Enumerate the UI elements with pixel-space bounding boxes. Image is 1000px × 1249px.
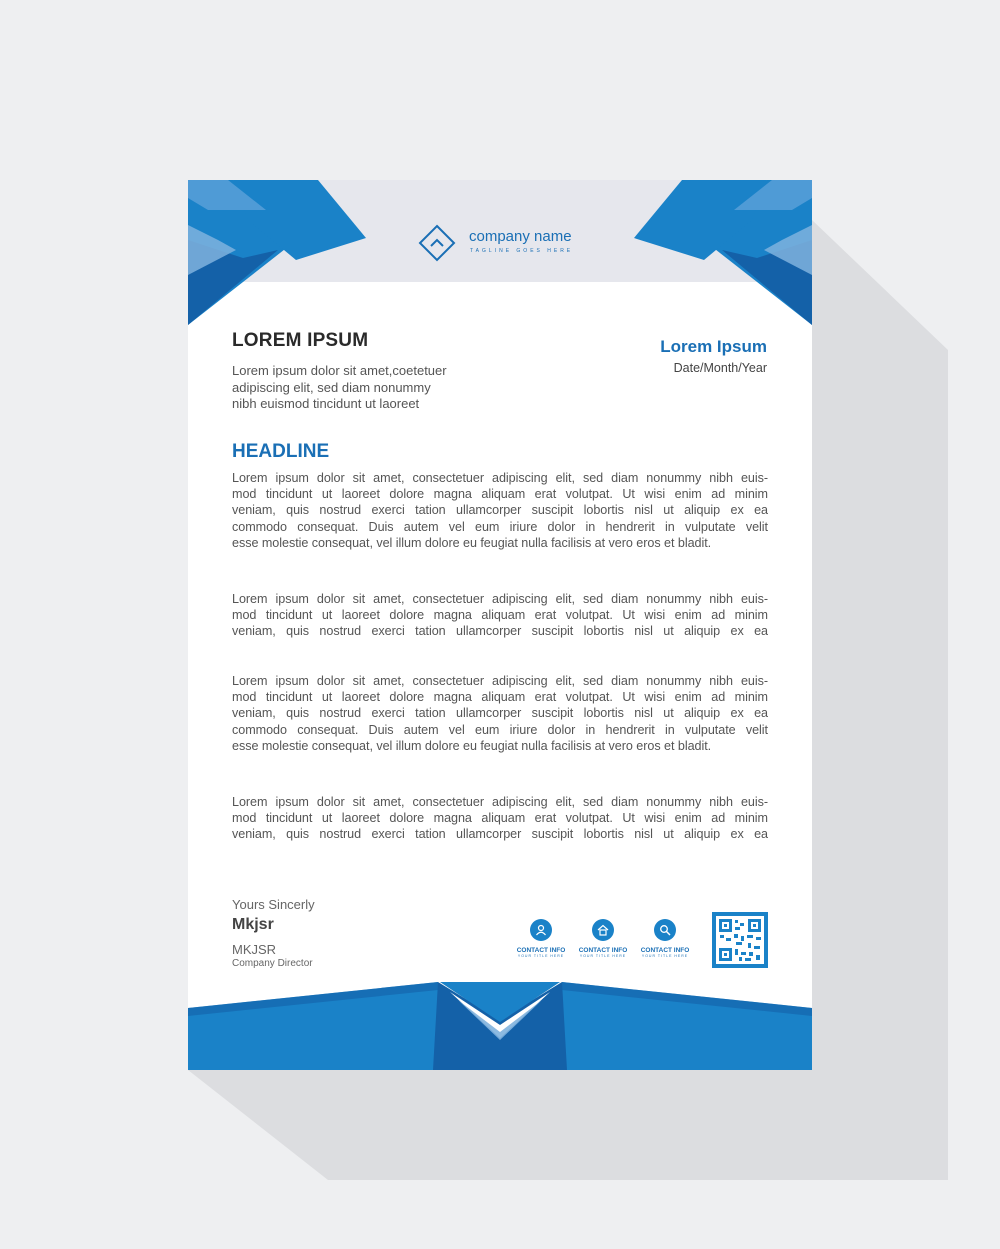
- recipient-address: [232, 363, 482, 413]
- letterhead-sheet: [188, 180, 812, 1070]
- contact-label: CONTACT INFO: [578, 947, 628, 954]
- address-line: nibh euismod tincidunt ut laoreet: [232, 396, 420, 411]
- paragraph-line: esse molestie consequat, vel illum dolore eu feugiat nulla facilisis at vero eros et bladit.: [232, 738, 712, 753]
- signature-greeting: Yours Sincerly: [232, 897, 315, 912]
- paragraph-line: veniam, quis nostrud exerci tation ullamcorper suscipit lobortis nisl ut aliquip ex ea: [232, 827, 768, 842]
- contact-label: CONTACT INFO: [516, 947, 566, 954]
- body-paragraph: [232, 794, 768, 843]
- address-line: Lorem ipsum dolor sit amet,coetetuer: [232, 363, 447, 378]
- contact-item-user: [506, 919, 576, 958]
- paragraph-line: Lorem ipsum dolor sit amet, consectetuer adipiscing elit, sed diam nonummy nibh euis-: [232, 471, 768, 485]
- paragraph-line: mod tincidunt ut laoreet dolore magna aliquam erat volutpat. Ut wisi enim ad minim: [232, 690, 768, 705]
- contact-label: CONTACT INFO: [640, 947, 690, 954]
- company-logo: [417, 224, 587, 258]
- user-icon: [530, 919, 552, 941]
- contact-item-search: [630, 919, 700, 958]
- body-paragraph: [232, 470, 768, 551]
- search-icon: [654, 919, 676, 941]
- body-paragraph: [232, 591, 768, 640]
- contact-item-home: [568, 919, 638, 958]
- paragraph-line: Lorem ipsum dolor sit amet, consectetuer adipiscing elit, sed diam nonummy nibh euis-: [232, 592, 768, 606]
- body-paragraph: [232, 673, 768, 754]
- footer-decoration: [188, 970, 812, 1070]
- contact-sub: YOUR TITLE HERE: [641, 954, 689, 958]
- paragraph-line: mod tincidunt ut laoreet dolore magna aliquam erat volutpat. Ut wisi enim ad minim: [232, 811, 768, 826]
- qr-code-icon: [712, 912, 768, 968]
- contact-sub: YOUR TITLE HERE: [579, 954, 627, 958]
- paragraph-line: commodo consequat. Duis autem vel eum iriure dolor in hendrerit in vulputate velit: [232, 519, 768, 534]
- reference-title: Lorem Ipsum: [660, 337, 767, 356]
- reference-date: Date/Month/Year: [673, 361, 767, 375]
- paragraph-line: mod tincidunt ut laoreet dolore magna aliquam erat volutpat. Ut wisi enim ad minim: [232, 487, 768, 502]
- signature-role: Company Director: [232, 958, 313, 969]
- address-line: adipiscing elit, sed diam nonummy: [232, 379, 431, 395]
- paragraph-line: Lorem ipsum dolor sit amet, consectetuer adipiscing elit, sed diam nonummy nibh euis-: [232, 674, 768, 688]
- signature-name-upper: MKJSR: [232, 942, 277, 957]
- company-name: company name: [469, 228, 572, 245]
- paragraph-line: veniam, quis nostrud exerci tation ullamcorper suscipit lobortis nisl ut aliquip ex ea: [232, 624, 768, 639]
- company-tagline: TAGLINE GOES HERE: [470, 248, 574, 254]
- paragraph-line: veniam, quis nostrud exerci tation ullamcorper suscipit lobortis nisl ut aliquip ex ea: [232, 706, 768, 721]
- paragraph-line: commodo consequat. Duis autem vel eum iriure dolor in hendrerit in vulputate velit: [232, 722, 768, 737]
- paragraph-line: mod tincidunt ut laoreet dolore magna aliquam erat volutpat. Ut wisi enim ad minim: [232, 608, 768, 623]
- paragraph-line: esse molestie consequat, vel illum dolore eu feugiat nulla facilisis at vero eros et bladit.: [232, 535, 712, 550]
- contact-sub: YOUR TITLE HERE: [517, 954, 565, 958]
- headline: HEADLINE: [232, 441, 330, 462]
- recipient-title: LOREM IPSUM: [232, 330, 369, 351]
- signature-name: Mkjsr: [232, 916, 274, 933]
- paragraph-line: veniam, quis nostrud exerci tation ullamcorper suscipit lobortis nisl ut aliquip ex ea: [232, 503, 768, 518]
- home-icon: [592, 919, 614, 941]
- paragraph-line: Lorem ipsum dolor sit amet, consectetuer adipiscing elit, sed diam nonummy nibh euis-: [232, 795, 768, 809]
- diamond-logo-icon: [417, 224, 457, 264]
